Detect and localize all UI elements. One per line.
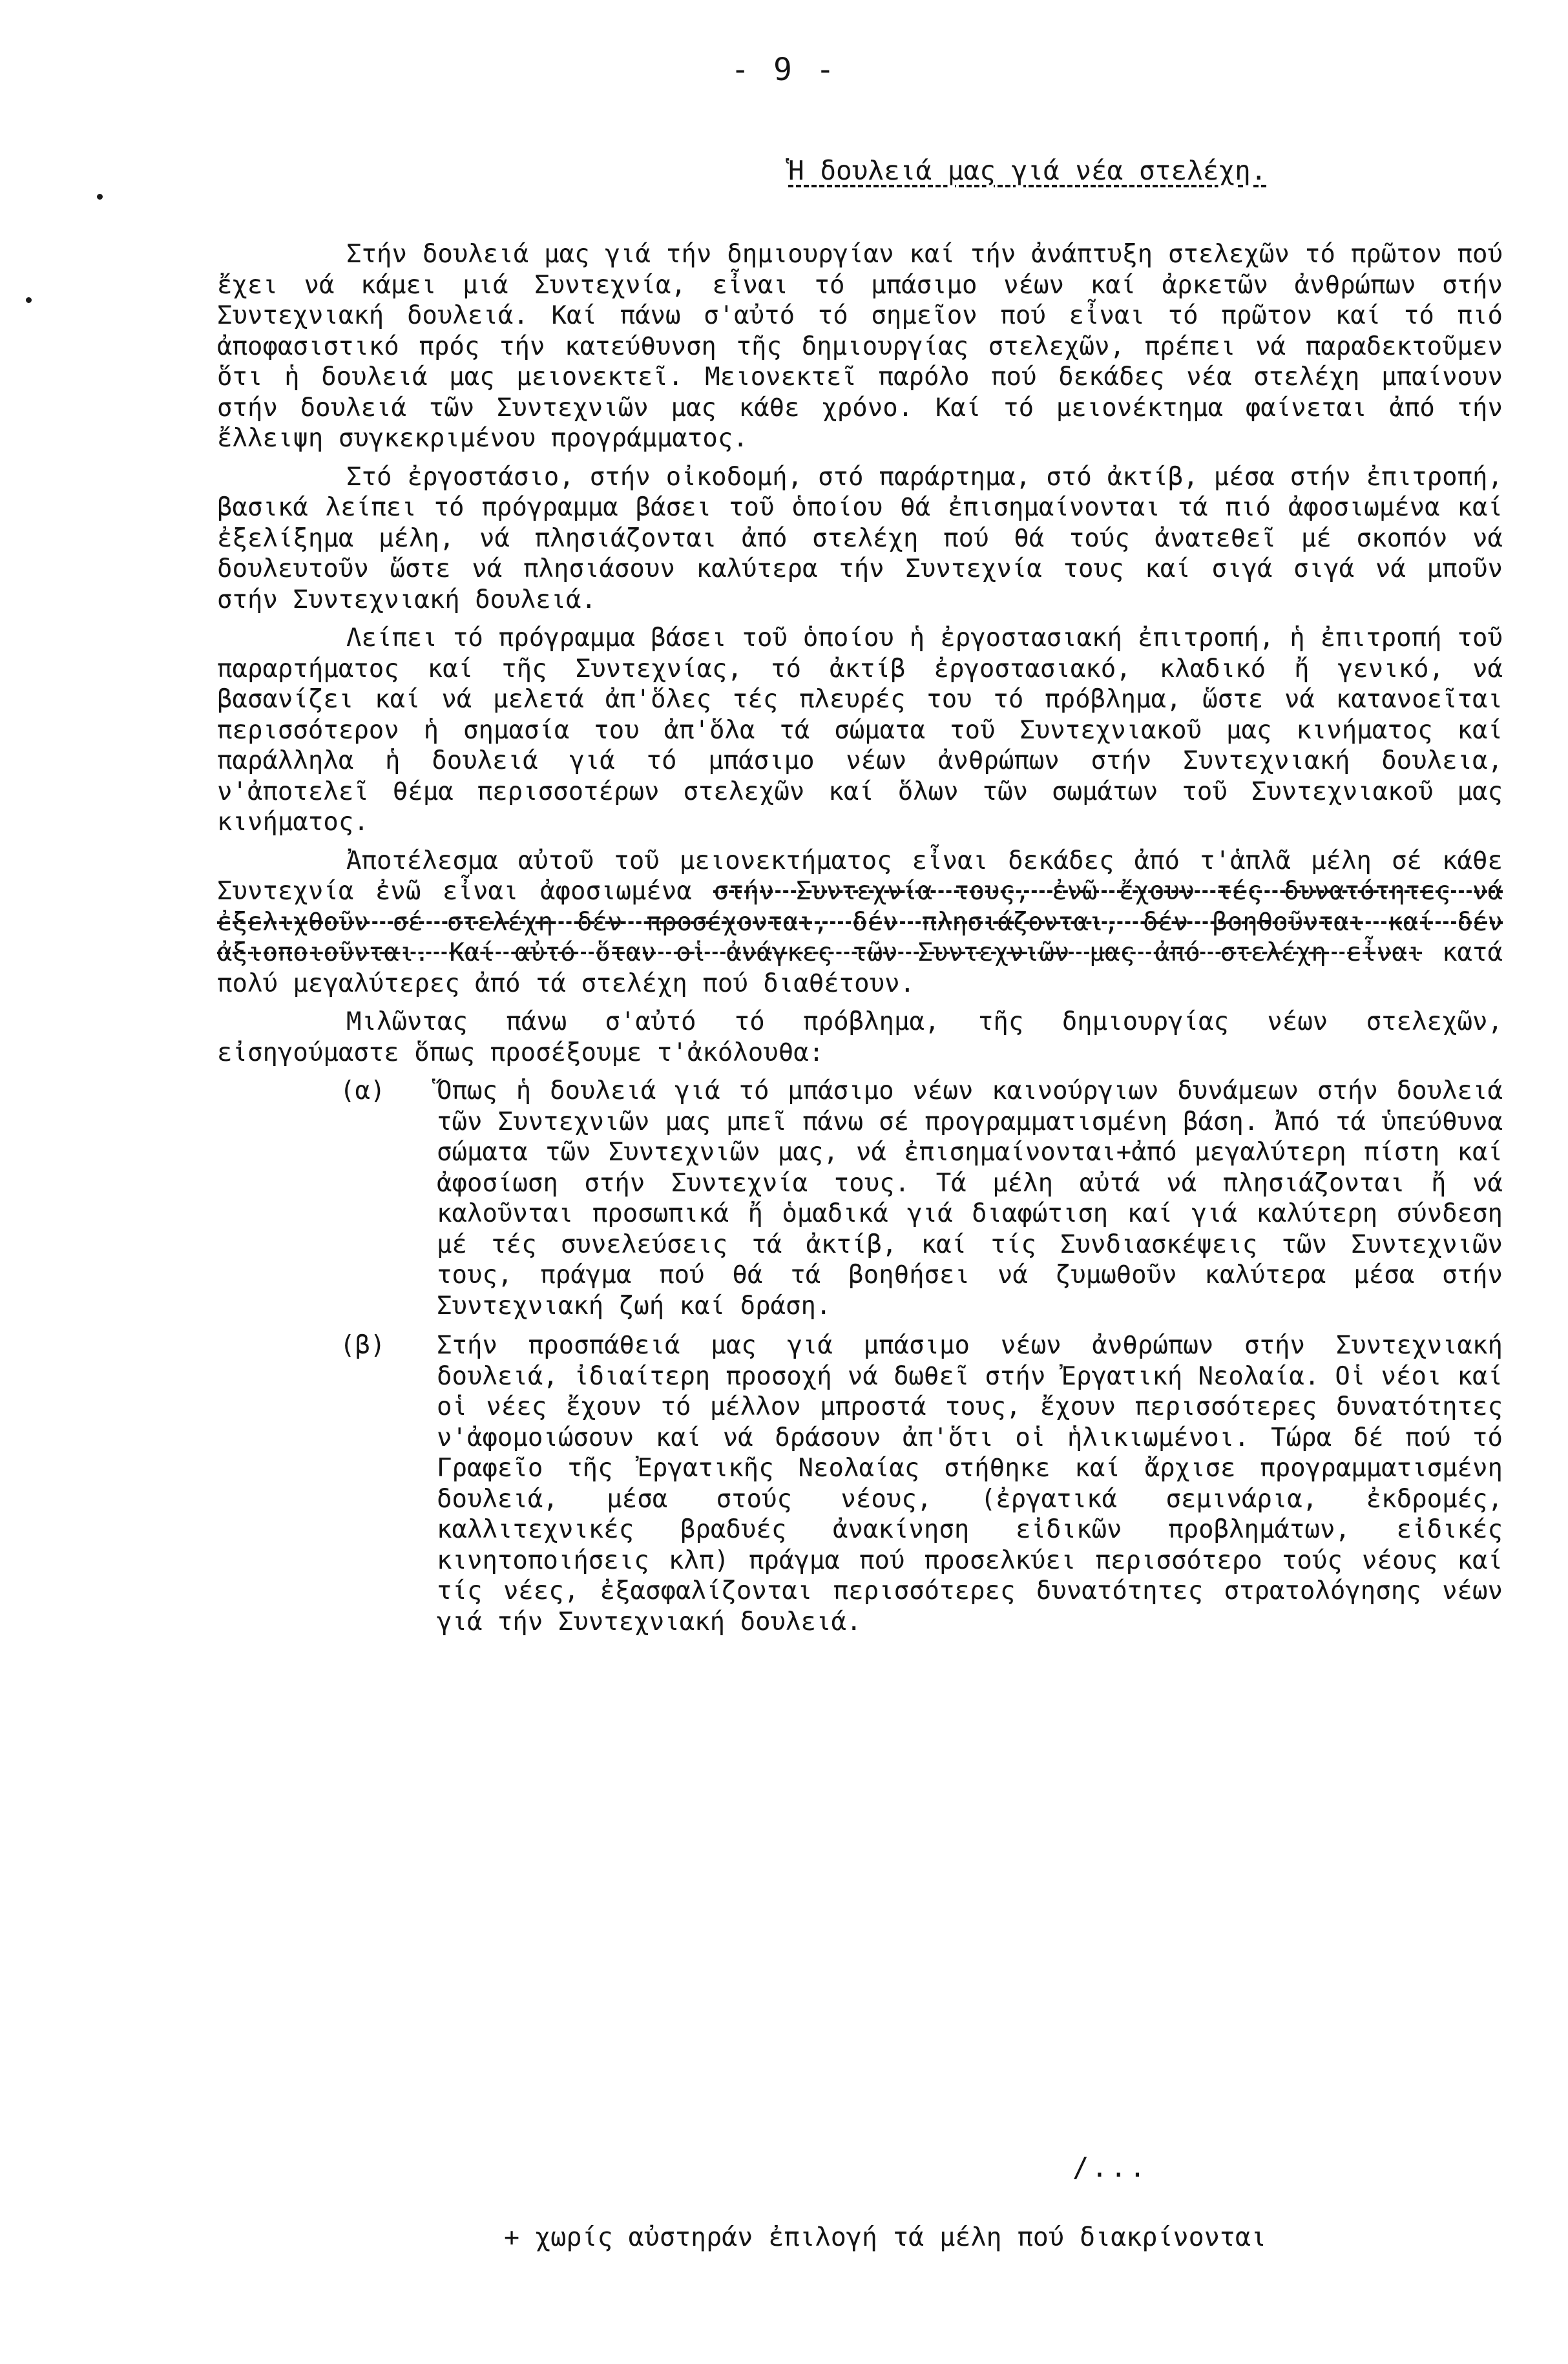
margin-mark (97, 194, 103, 200)
paragraph-result (217, 846, 1503, 999)
document-body (217, 239, 1503, 1646)
margin-mark (26, 297, 32, 303)
list-item-label: (α) (340, 1076, 386, 1105)
paragraph-proposal: Μιλῶντας πάνω σ'αὐτό τό πρόβλημα, τῆς δημιουργίας νέων στελεχῶν, εἰσηγούμαστε ὅπως προσέξουμε τ'ἀκόλουθα: (217, 1007, 1503, 1067)
paragraph-text: κατά πολύ μεγαλύτερες ἀπό τά στελέχη πού διαθέτουν. (217, 938, 1503, 998)
paragraph: Στήν δουλειά μας γιά τήν δημιουργίαν καί τήν ἀνάπτυξη στελεχῶν τό πρῶτον πού ἔχει νά κάμει μιά Συντεχνία, εἶναι τό μπάσιμο νέων καί ἀρκετῶν ἀνθρώπων στήν Συντεχνιακή δουλειά. Καί πάνω σ'αὐτό τό σημεῖον πού εἶναι τό πρῶτον καί τό πιό ἀποφασιστικό πρός τήν κατεύθυνση τῆς δημιουργίας στελεχῶν, πρέπει νά παραδεκτοῦμεν ὅτι ἡ δουλειά μας μειονεκτεῖ. Μειονεκτεῖ παρόλο πού δεκάδες νέα στελέχη μπαίνουν στήν δουλειά τῶν Συντεχνιῶν μας κάθε χρόνο. Καί τό μειονέκτημα φαίνεται ἀπό τήν ἔλλειψη συγκεκριμένου προγράμματος. (217, 240, 1503, 453)
list-item (217, 1076, 1503, 1321)
paragraph-text: Ἀποτέλεσμα αὐτοῦ τοῦ μειονεκτήματος εἶναι δεκάδες ἀπό τ'ἁπλᾶ μέλη σέ κάθε Συντεχνία ἐνῶ εἶναι ἀφοσιωμένα (217, 846, 1503, 906)
paragraph: Λείπει τό πρόγραμμα βάσει τοῦ ὁποίου ἡ ἐργοστασιακή ἐπιτροπή, ἡ ἐπιτροπή τοῦ παραρτήματος καί τῆς Συντεχνίας, τό ἀκτίβ ἐργοστασιακό, κλαδικό ἤ γενικό, νά βασανίζει καί νά μελετά ἀπ'ὅλες τές πλευρές του τό πρόβλημα, ὥστε νά κατανοεῖται περισσότερον ἡ σημασία του ἀπ'ὅλα τά σώματα τοῦ Συντεχνιακοῦ μας κινήματος καί παράλληλα ἡ δουλειά γιά τό μπάσιμο νέων ἀνθρώπων στήν Συντεχνιακή δουλεια, ν'ἀποτελεῖ θέμα περισσοτέρων στελεχῶν καί ὅλων τῶν σωμάτων τοῦ Συντεχνιακοῦ μας κινήματος. (217, 623, 1503, 837)
list-item (217, 1330, 1503, 1637)
footnote: + χωρίς αὐστηράν ἐπιλογή τά μέλη πού διακρίνονται (504, 2223, 1267, 2252)
struck-through-text: στήν Συντεχνία τους, ἐνῶ ἔχουν τές δυνατότητες νά ἐξελιχθοῦν σέ στελέχη δέν προσέχονται, δέν πλησιάζονται, δέν βοηθοῦνται καί δέν ἀξιοποιοῦνται. Καί αὐτό ὅταν οἱ ἀνάγκες τῶν Συντεχνιῶν μας ἀπό στελέχη εἶναι (217, 877, 1503, 967)
list-item-text: Στήν προσπάθειά μας γιά μπάσιμο νέων ἀνθρώπων στήν Συντεχνιακή δουλειά, ἰδιαίτερη προσοχή νά δωθεῖ στήν Ἐργατική Νεολαία. Οἱ νέοι καί οἱ νέες ἔχουν τό μέλλον μπροστά τους, ἔχουν περισσότερες δυνατότητες ν'ἀφομοιώσουν καί νά δράσουν ἀπ'ὅτι οἱ ἡλικιωμένοι. Τώρα δέ πού τό Γραφεῖο τῆς Ἐργατικῆς Νεολαίας στήθηκε καί ἄρχισε προγραμματισμένη δουλειά, μέσα στούς νέους, (ἐργατικά σεμινάρια, ἐκδρομές, καλλιτεχνικές βραδυές ἀνακίνηση εἰδικῶν προβλημάτων, εἰδικές κινητοποιήσεις κλπ) πράγμα πού προσελκύει περισσότερο τούς νέους καί τίς νέες, ἐξασφαλίζονται περισσότερες δυνατότητες στρατολόγησης νέων γιά τήν Συντεχνιακή δουλειά. (437, 1331, 1503, 1637)
paragraph: Στό ἐργοστάσιο, στήν οἰκοδομή, στό παράρτημα, στό ἀκτίβ, μέσα στήν ἐπιτροπή, βασικά λείπει τό πρόγραμμα βάσει τοῦ ὁποίου θά ἐπισημαίνονται τά πιό ἀφοσιωμένα καί ἐξελίξημα μέλη, νά πλησιάζονται ἀπό στελέχη πού θά τούς ἀνατεθεῖ μέ σκοπόν νά δουλευτοῦν ὥστε νά πλησιάσουν καλύτερα τήν Συντεχνία τους καί σιγά σιγά νά μποῦν στήν Συντεχνιακή δουλειά. (217, 462, 1503, 614)
continuation-mark: /... (1072, 2151, 1149, 2183)
list-item-label: (β) (340, 1331, 386, 1360)
section-heading: Ἡ δουλειά μας γιά νέα στελέχη. (788, 155, 1267, 186)
list-item-text: Ὅπως ἡ δουλειά γιά τό μπάσιμο νέων καινούργιων δυνάμεων στήν δουλειά τῶν Συντεχνιῶν μας μπεῖ πάνω σέ προγραμματισμένη βάση. Ἀπό τά ὑπεύθυνα σώματα τῶν Συντεχνιῶν μας, νά ἐπισημαίνονται+ἀπό μεγαλύτερη πίστη καί ἀφοσίωση στήν Συντεχνία τους. Τά μέλη αὐτά νά πλησιάζονται ἤ νά καλοῦνται προσωπικά ἤ ὁμαδικά γιά διαφώτιση καί γιά καλύτερη σύνδεση μέ τές συνελεύσεις τά ἀκτίβ, καί τίς Συνδιασκέψεις τῶν Συντεχνιῶν τους, πράγμα πού θά τά βοηθήσει νά ζυμωθοῦν καλύτερα μέσα στήν Συντεχνιακή ζωή καί δράση. (437, 1076, 1503, 1321)
page-number: - 9 - (731, 52, 837, 88)
